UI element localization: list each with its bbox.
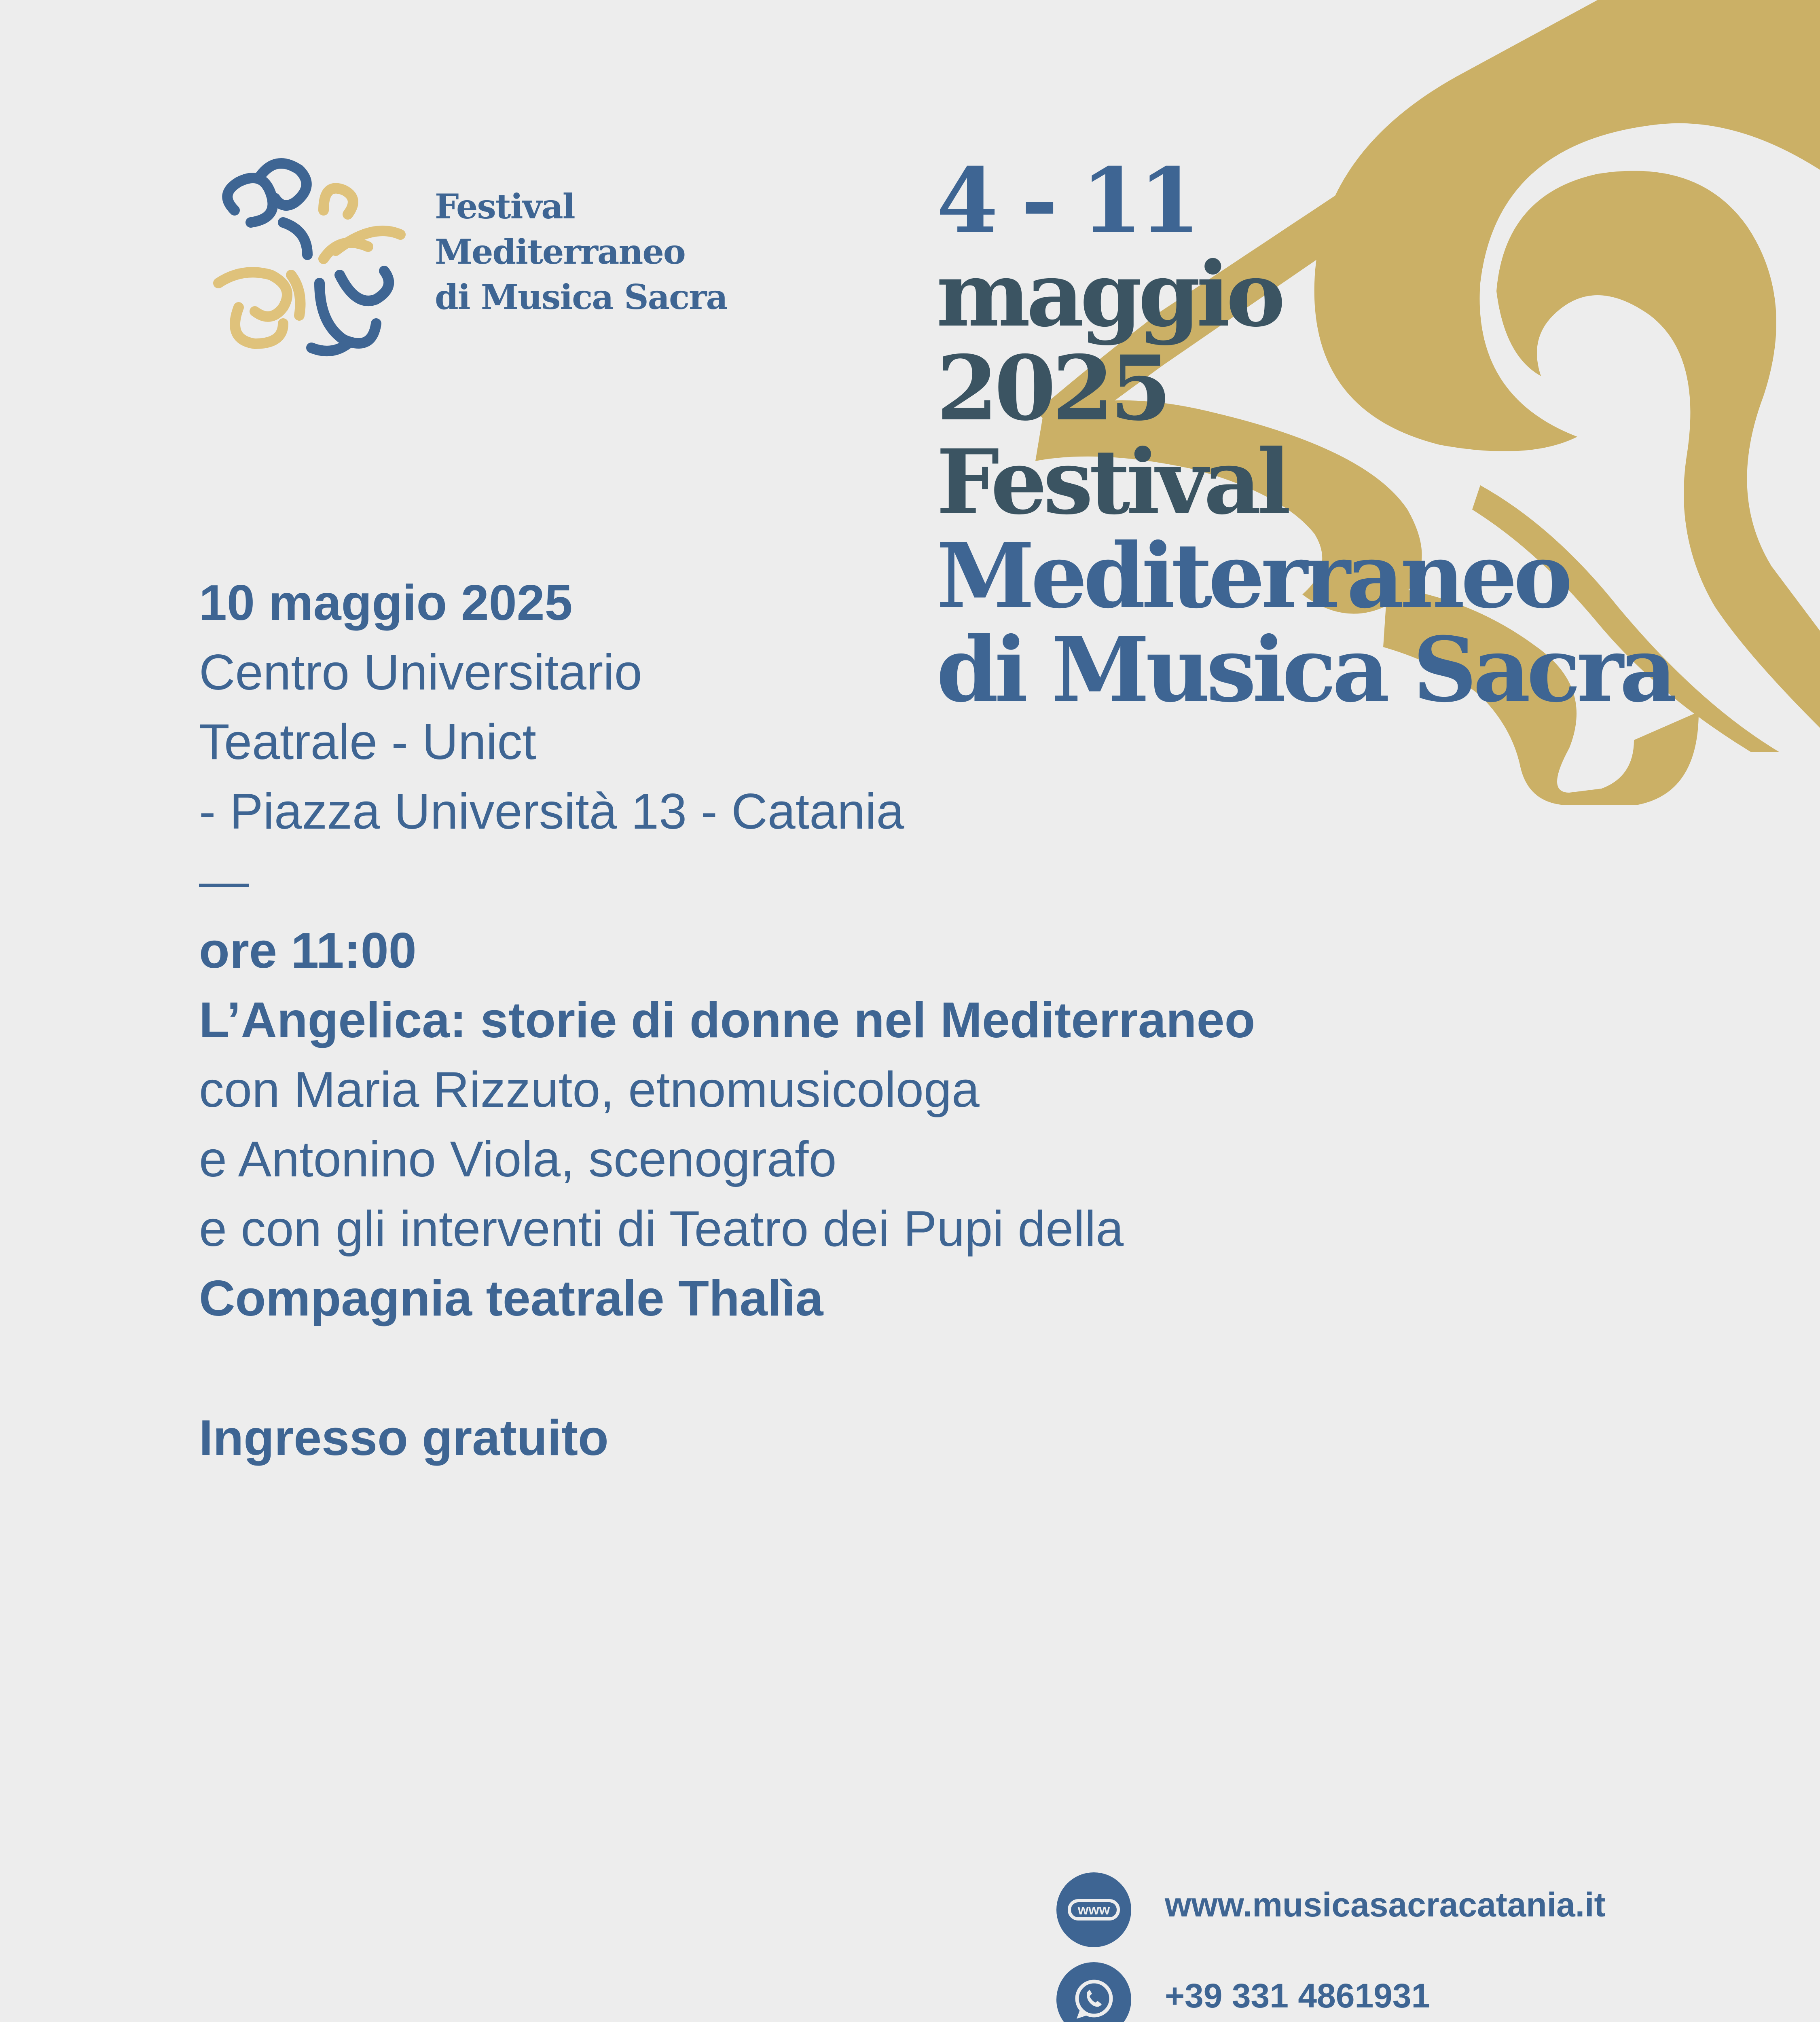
venue-line: Teatrale - Unict [199,714,536,770]
festival-logo-mark [202,154,413,364]
hero-dates: 4 - 11 [936,148,1197,253]
credit-line: con Maria Rizzuto, etnomusicologa [199,1062,980,1118]
globe-icon[interactable] [1056,1872,1131,1947]
event-date: 10 maggio 2025 [199,575,573,631]
hero-mediterraneo: Mediterraneo [936,523,1569,628]
event-details [199,568,1255,1333]
company-name: Compagnia teatrale Thalìa [199,1271,823,1326]
credit-line: e con gli interventi di Teatro dei Pupi della [199,1201,1124,1257]
hero-year: 2025 [936,336,1168,440]
hero-festival: Festival [936,429,1287,534]
website-link[interactable]: www.musicasacracatania.it [1165,1886,1606,1924]
phone-link[interactable]: +39 331 4861931 [1165,1977,1431,2015]
event-title: L’Angelica: storie di donne nel Mediterraneo [199,992,1255,1048]
hero-month: maggio [936,242,1282,347]
whatsapp-icon[interactable] [1056,1962,1131,2022]
entry-info [199,1403,609,1473]
hero-musica-sacra: di Musica Sacra [936,617,1673,722]
festival-logo-text [435,184,727,320]
free-entry-label: Ingresso gratuito [199,1410,609,1466]
event-time: ore 11:00 [199,923,417,979]
venue-line: - Piazza Università 13 - Catania [199,784,904,840]
www-icon-label: www [1077,1902,1110,1918]
venue-line: Centro Universitario [199,645,642,700]
logo-line: di Musica Sacra [435,277,727,317]
logo-line: Festival [435,186,575,226]
logo-line: Mediterraneo [435,232,685,272]
separator-dash: — [199,853,249,909]
credit-line: e Antonino Viola, scenografo [199,1132,837,1187]
